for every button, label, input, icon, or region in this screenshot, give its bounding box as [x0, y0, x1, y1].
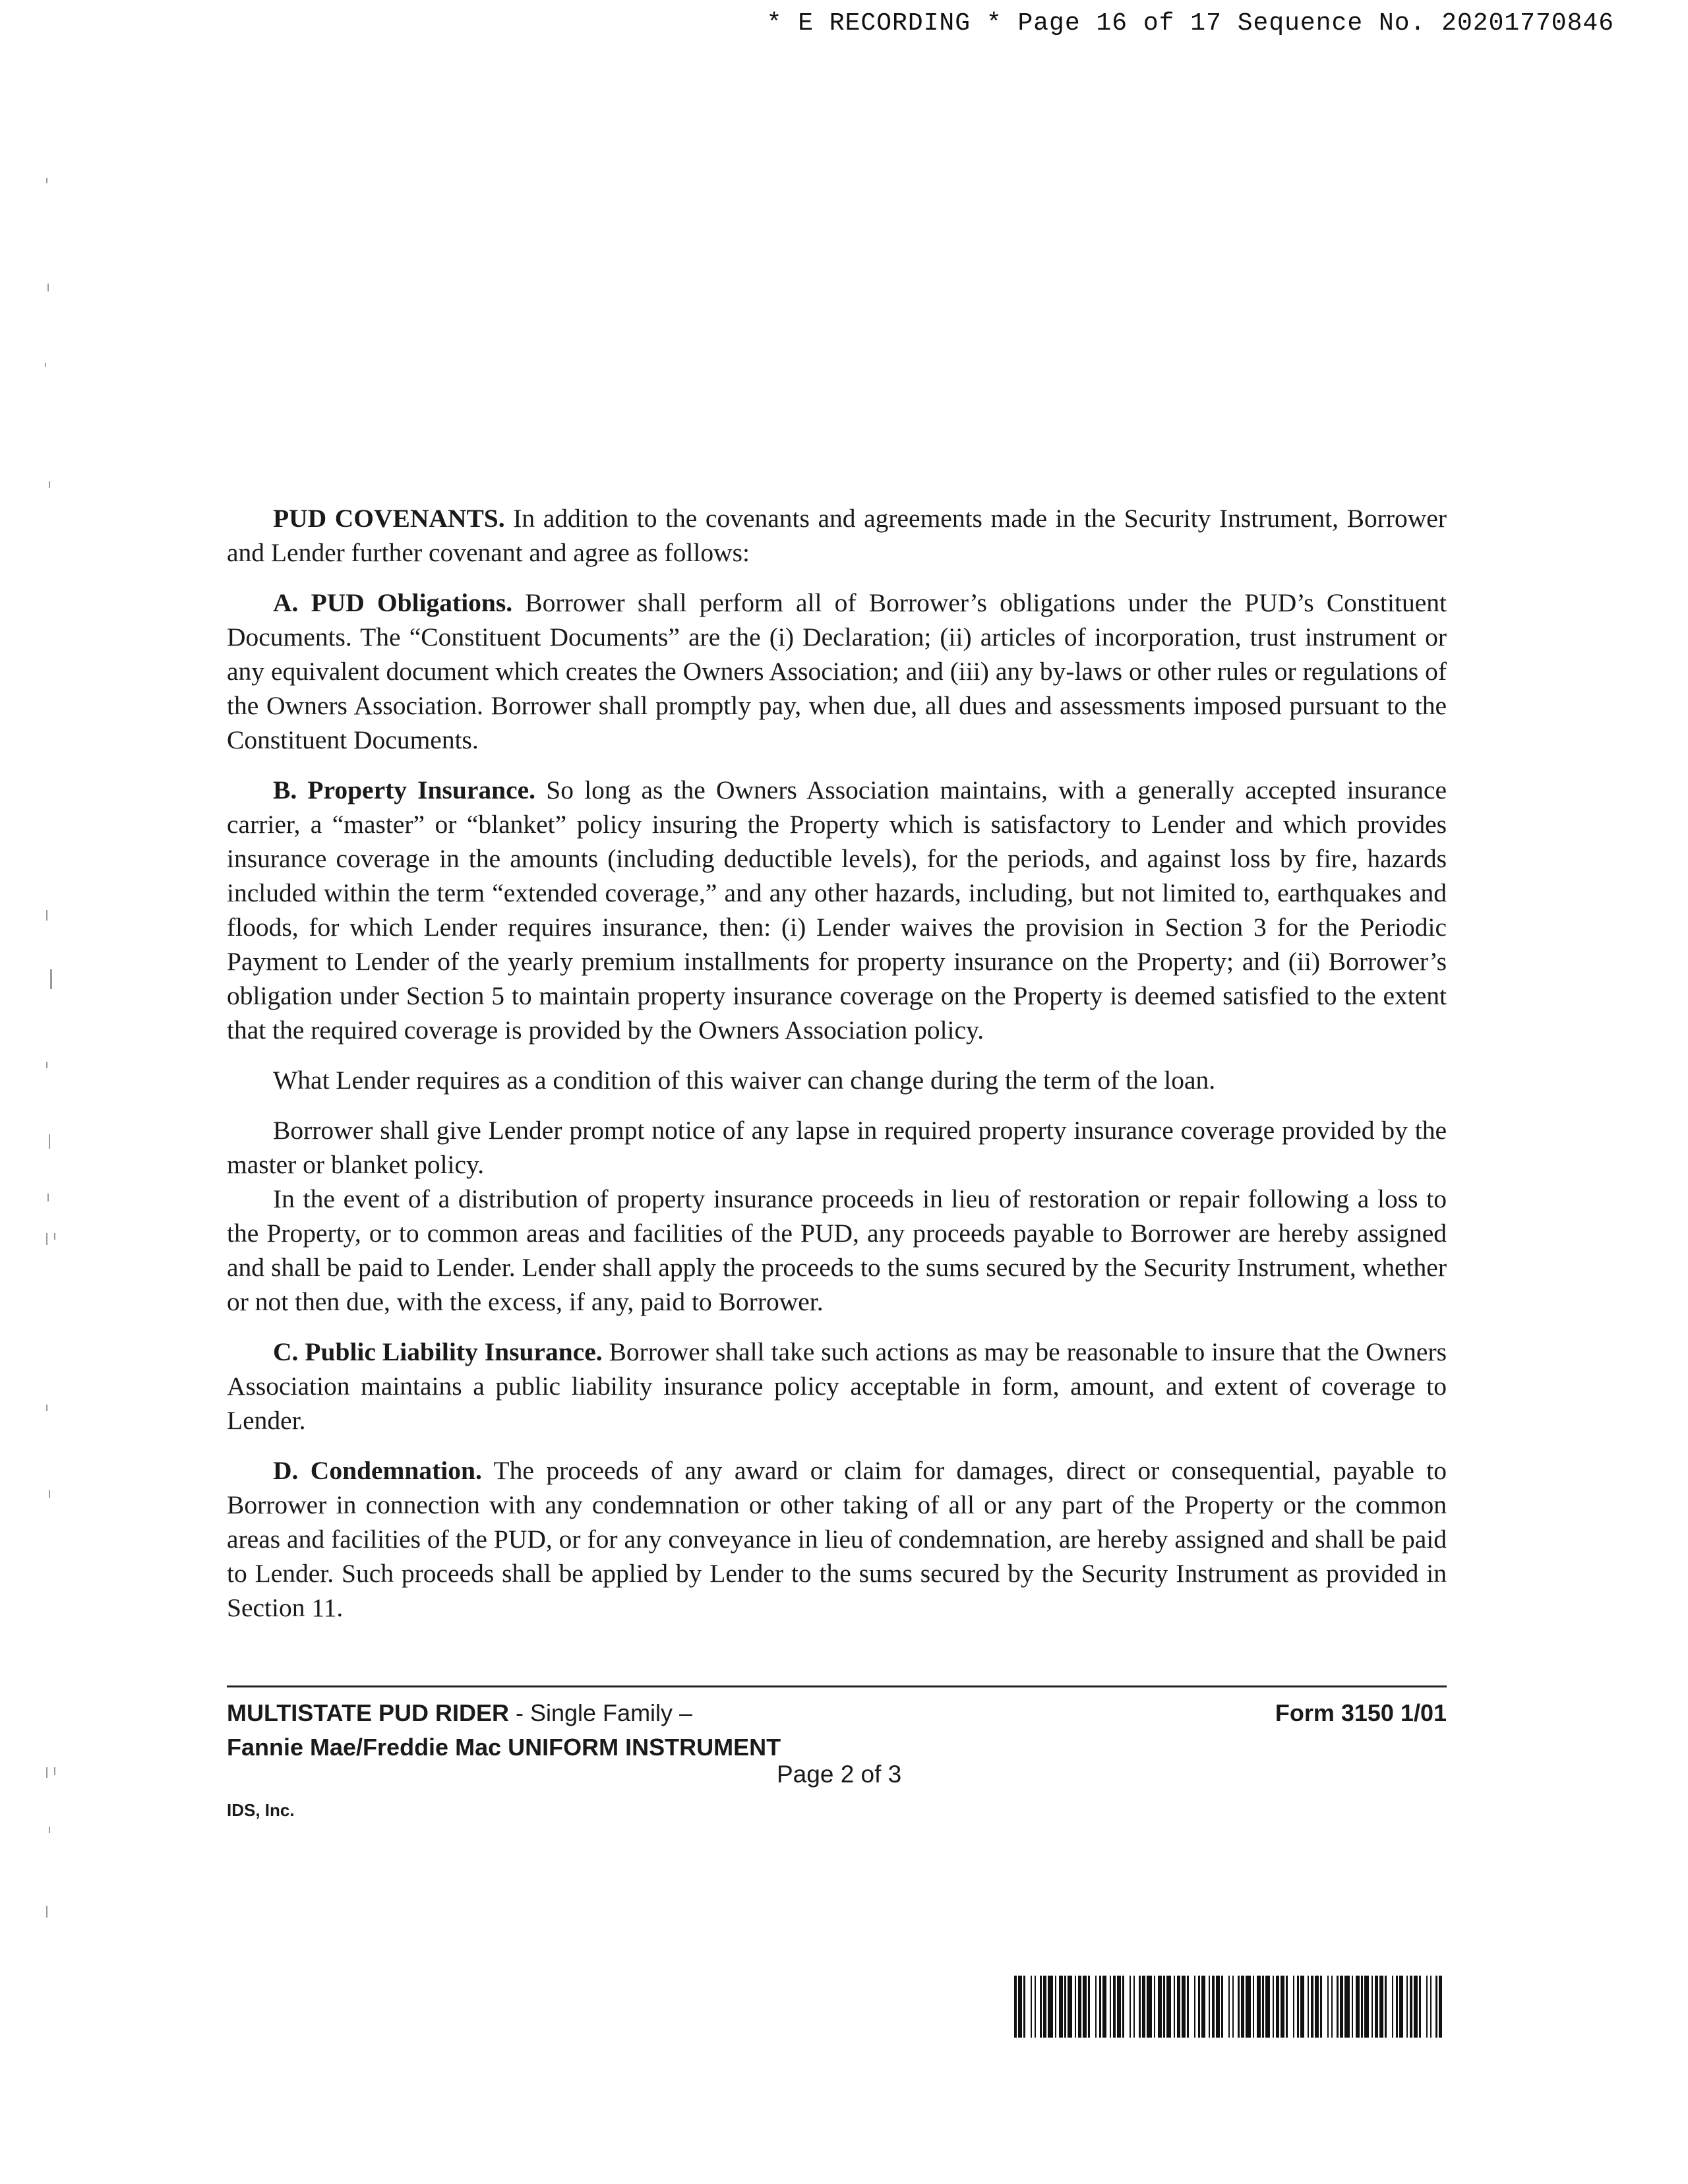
barcode-bar — [1356, 1976, 1360, 2038]
page-number: Page 2 of 3 — [777, 1761, 902, 1788]
barcode-bar — [1327, 1976, 1329, 2038]
barcode-bar — [1187, 1976, 1189, 2038]
barcode-bar — [1426, 1976, 1428, 2038]
barcode-bar — [1182, 1976, 1186, 2038]
barcode-bar — [1375, 1976, 1378, 2038]
barcode-bar — [1392, 1976, 1393, 2038]
barcode-bar — [1163, 1976, 1165, 2038]
document-body — [227, 501, 1447, 1641]
barcode-bar — [1406, 1976, 1408, 2038]
barcode-bar — [1198, 1976, 1200, 2038]
barcode-bar — [1352, 1976, 1353, 2038]
barcode-bar — [1419, 1976, 1421, 2038]
barcode-bar — [1241, 1976, 1244, 2038]
barcode-bar — [1078, 1976, 1081, 2038]
barcode-bar — [1122, 1976, 1124, 2038]
section-d-heading: D. Condemnation. — [273, 1456, 482, 1485]
barcode-bar — [1130, 1976, 1131, 2038]
barcode-bar — [1276, 1976, 1279, 2038]
barcode-bar — [1311, 1976, 1313, 2038]
barcode-bar — [1410, 1976, 1412, 2038]
barcode-bar — [1364, 1976, 1369, 2038]
section-d-paragraph — [227, 1453, 1447, 1625]
barcode-bar — [1273, 1976, 1274, 2038]
section-b-text: So long as the Owners Association maintains, with a generally accepted insurance carrier, a “master” or “blanket” policy insuring the Property which is satisfactory to Lender and which provides insurance coverage in the amounts (including deductible levels), for the periods, and against loss by fire, hazards included within the term “extended coverage,” and any other hazards, including, but not limited to, earthquakes and floods, for which Lender requires insurance, then: (i) Lender waives the provision in Section 3 for the Periodic Payment to Lender of the yearly premium installments for property insurance on the Property; and (ii) Borrower’s obligation under Section 5 to maintain property insurance coverage on the Property is deemed satisfied to the extent that the required coverage is provided by the Owners Association policy. — [227, 775, 1447, 1045]
barcode-bar — [1043, 1976, 1046, 2038]
barcode-bar — [1139, 1976, 1141, 2038]
barcode-bar — [1286, 1976, 1288, 2038]
intro-heading: PUD COVENANTS. — [273, 504, 505, 533]
barcode-bar — [1337, 1976, 1339, 2038]
barcode-bar — [1320, 1976, 1322, 2038]
barcode-bar — [1064, 1976, 1066, 2038]
section-c-heading: C. Public Liability Insurance. — [273, 1337, 603, 1366]
form-number: Form 3150 1/01 — [1275, 1699, 1447, 1726]
barcode-bar — [1430, 1976, 1432, 2038]
barcode-bar — [1281, 1976, 1284, 2038]
section-d-text: The proceeds of any award or claim for damages, direct or consequential, payable to Borrower in connection with any condemnation or other taking of all or any part of the Property or the common areas and facilities of the PUD, or for any conveyance in lieu of condemnation, are hereby assigned and shall be paid to Lender. Such proceeds shall be applied by Lender to the sums secured by the Security Instrument as provided in Section 11. — [227, 1456, 1447, 1622]
section-c-paragraph — [227, 1335, 1447, 1438]
lapse-notice-paragraph: Borrower shall give Lender prompt notice of any lapse in required property insurance coverage provided by the master or blanket policy. — [227, 1116, 1447, 1179]
barcode-bar — [1300, 1976, 1304, 2038]
barcode-bar — [1099, 1976, 1101, 2038]
barcode-icon — [1014, 1976, 1445, 2038]
barcode-bar — [1379, 1976, 1383, 2038]
barcode-bar — [1399, 1976, 1403, 2038]
footer-form-info — [227, 1696, 781, 1765]
insurance-proceeds-paragraph: In the event of a distribution of property insurance proceeds in lieu of restoration or repair following a loss to the Property, or to common areas and facilities of the PUD, any proceeds payable to Borrower are hereby assigned and shall be paid to Lender. Lender shall apply the proceeds to the sums secured by the Security Instrument, whether or not then due, with the excess, if any, paid to Borrower. — [227, 1184, 1447, 1316]
section-a-paragraph — [227, 586, 1447, 757]
barcode-bar — [1117, 1976, 1121, 2038]
form-title: MULTISTATE PUD RIDER — [227, 1699, 509, 1726]
barcode-bar — [1075, 1976, 1076, 2038]
barcode-bar — [1257, 1976, 1261, 2038]
barcode-bar — [1308, 1976, 1309, 2038]
barcode-bar — [1221, 1976, 1223, 2038]
barcode-bar — [1102, 1976, 1106, 2038]
barcode-bar — [1177, 1976, 1180, 2038]
barcode-bar — [1344, 1976, 1350, 2038]
barcode-bar — [1018, 1976, 1022, 2038]
barcode-bar — [1293, 1976, 1294, 2038]
barcode-bar — [1315, 1976, 1319, 2038]
barcode-bar — [1414, 1976, 1418, 2038]
barcode-bar — [1014, 1976, 1017, 2038]
barcode-bar — [1031, 1976, 1032, 2038]
barcode-bar — [1040, 1976, 1042, 2038]
barcode-bar — [1212, 1976, 1215, 2038]
barcode-bar — [1023, 1976, 1025, 2038]
barcode-bar — [1246, 1976, 1251, 2038]
barcode-bar — [1055, 1976, 1056, 2038]
barcode-bar — [1361, 1976, 1363, 2038]
barcode-bar — [1209, 1976, 1210, 2038]
barcode-bar — [1158, 1976, 1162, 2038]
barcode-bar — [1147, 1976, 1152, 2038]
barcode-bar — [1166, 1976, 1171, 2038]
barcode-bar — [1340, 1976, 1343, 2038]
form-line2: Fannie Mae/Freddie Mac UNIFORM INSTRUMENT — [227, 1734, 781, 1761]
section-a-heading: A. PUD Obligations. — [273, 588, 513, 617]
barcode-bar — [1238, 1976, 1240, 2038]
barcode-bar — [1372, 1976, 1373, 2038]
barcode-bar — [1048, 1976, 1053, 2038]
barcode-bar — [1083, 1976, 1087, 2038]
barcode-bar — [1095, 1976, 1097, 2038]
barcode-bar — [1385, 1976, 1387, 2038]
barcode-bar — [1201, 1976, 1205, 2038]
barcode-bar — [1396, 1976, 1398, 2038]
barcode-bar — [1435, 1976, 1437, 2038]
barcode-bar — [1035, 1976, 1036, 2038]
footer-divider — [227, 1685, 1447, 1687]
barcode-bar — [1059, 1976, 1063, 2038]
barcode-bar — [1297, 1976, 1299, 2038]
barcode-bar — [1194, 1976, 1195, 2038]
barcode-bar — [1331, 1976, 1333, 2038]
section-a-text: Borrower shall perform all of Borrower’s obligations under the PUD’s Constituent Documents. The “Constituent Documents” are the (i) Declaration; (ii) articles of incorporation, trust instrument or any equivalent document which creates the Owners Association; and (iii) any by-laws or other rules or regulations of the Owners Association. Borrower shall promptly pay, when due, all dues and assessments imposed pursuant to the Constituent Documents. — [227, 588, 1447, 754]
barcode-bar — [1216, 1976, 1220, 2038]
barcode-bar — [1088, 1976, 1090, 2038]
scan-margin-marks — [20, 165, 59, 1945]
intro-paragraph — [227, 501, 1447, 570]
vendor-label: IDS, Inc. — [227, 1800, 295, 1820]
barcode-bar — [1110, 1976, 1111, 2038]
form-subtitle: - Single Family – — [508, 1699, 693, 1726]
barcode-bar — [1154, 1976, 1155, 2038]
section-b-paragraph — [227, 773, 1447, 1047]
barcode-bar — [1265, 1976, 1270, 2038]
barcode-bar — [1174, 1976, 1175, 2038]
section-c-text: Borrower shall take such actions as may be reasonable to insure that the Owners Association maintains a public liability insurance policy acceptable in form, amount, and extent of coverage to Lender. — [227, 1337, 1447, 1435]
barcode-bar — [1232, 1976, 1234, 2038]
recording-header: * E RECORDING * Page 16 of 17 Sequence No. 20201770846 — [766, 9, 1614, 38]
waiver-paragraph: What Lender requires as a condition of this waiver can change during the term of the loan. — [273, 1066, 1216, 1095]
section-b-heading: B. Property Insurance. — [273, 775, 536, 804]
barcode-bar — [1142, 1976, 1145, 2038]
intro-text: In addition to the covenants and agreements made in the Security Instrument, Borrower and Lender further covenant and agree as follows: — [227, 504, 1447, 567]
barcode-bar — [1439, 1976, 1442, 2038]
barcode-bar — [1068, 1976, 1072, 2038]
barcode-bar — [1253, 1976, 1254, 2038]
barcode-bar — [1113, 1976, 1116, 2038]
barcode-bar — [1133, 1976, 1135, 2038]
barcode-bar — [1228, 1976, 1230, 2038]
barcode-bar — [1262, 1976, 1264, 2038]
